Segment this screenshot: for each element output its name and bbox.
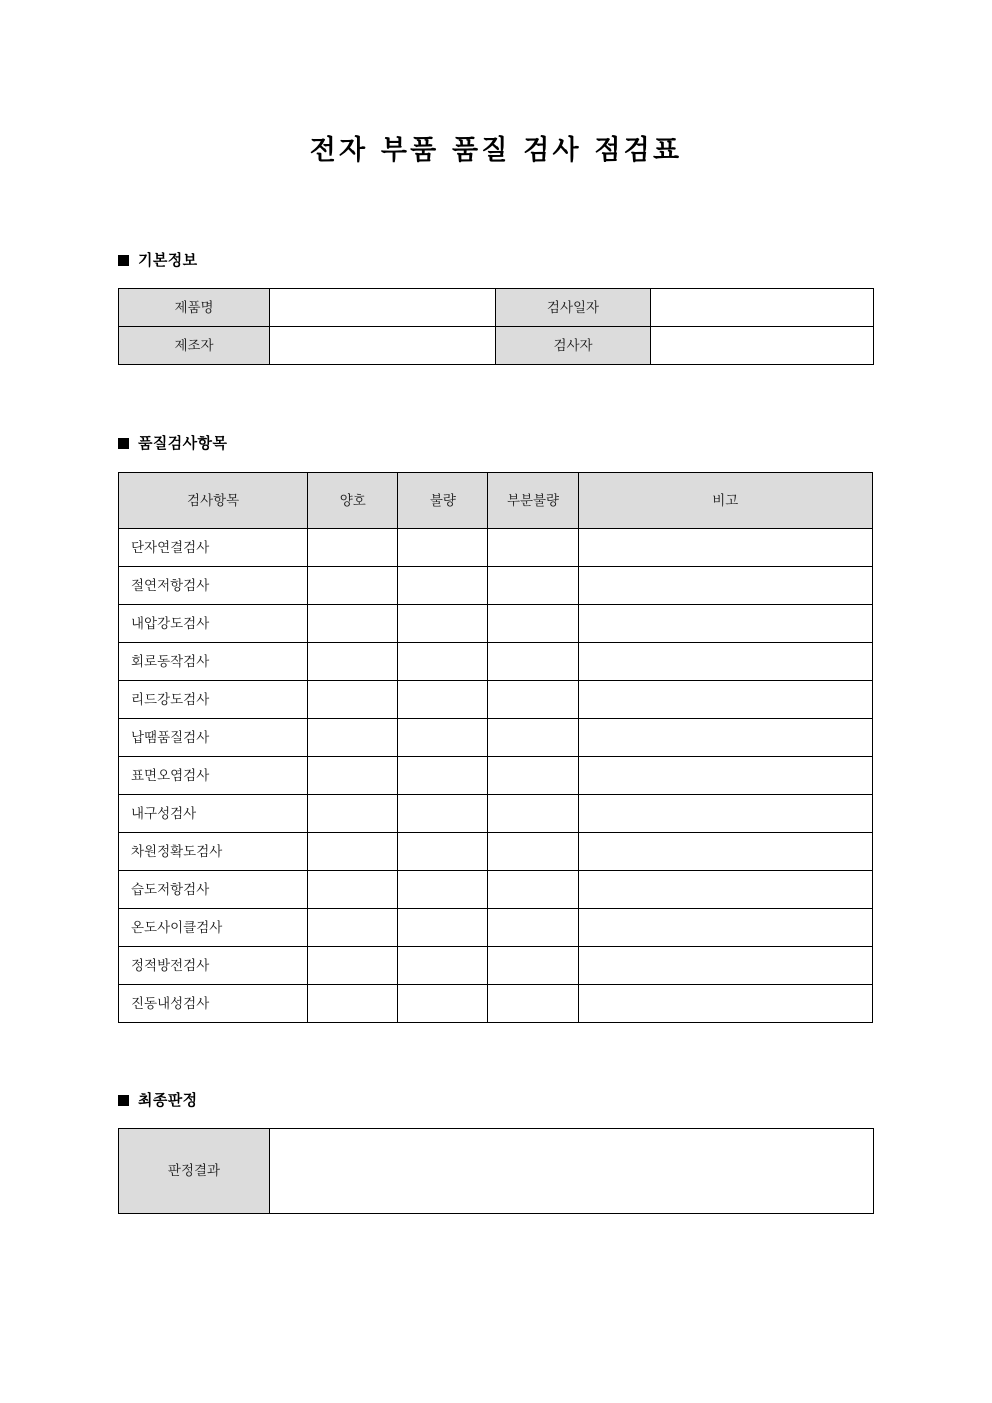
column-header-defect: 불량 [398,473,488,529]
column-header-good: 양호 [308,473,398,529]
table-row [119,871,873,909]
inspection-item-defect-cell[interactable] [398,909,488,947]
table-row [119,985,873,1023]
table-row [119,529,873,567]
inspection-item-defect-cell[interactable] [398,757,488,795]
section-heading-inspection-items-label: 품질검사항목 [138,434,228,452]
column-header-remarks: 비고 [578,473,872,529]
inspection-item-good-cell[interactable] [308,909,398,947]
field-label-manufacturer: 제조자 [119,327,270,365]
table-row [119,289,874,327]
table-row [119,757,873,795]
inspection-item-defect-cell[interactable] [398,871,488,909]
inspection-item-name: 정적방전검사 [119,947,308,985]
square-bullet-icon [118,1095,129,1106]
inspection-item-remarks-cell[interactable] [578,605,872,643]
table-row [119,327,874,365]
field-label-product-name: 제품명 [119,289,270,327]
field-value-manufacturer[interactable] [270,327,496,365]
table-row [119,719,873,757]
inspection-item-remarks-cell[interactable] [578,985,872,1023]
inspection-item-good-cell[interactable] [308,947,398,985]
column-header-partial-defect: 부분불량 [488,473,578,529]
field-label-inspection-date: 검사일자 [496,289,651,327]
inspection-item-defect-cell[interactable] [398,567,488,605]
section-heading-final-judgment [118,1090,198,1110]
inspection-item-defect-cell[interactable] [398,833,488,871]
table-row [119,909,873,947]
inspection-item-name: 내압강도검사 [119,605,308,643]
inspection-item-good-cell[interactable] [308,719,398,757]
inspection-item-defect-cell[interactable] [398,605,488,643]
inspection-item-partial-defect-cell[interactable] [488,681,578,719]
inspection-item-good-cell[interactable] [308,567,398,605]
inspection-item-remarks-cell[interactable] [578,947,872,985]
inspection-item-partial-defect-cell[interactable] [488,567,578,605]
inspection-item-defect-cell[interactable] [398,985,488,1023]
inspection-item-partial-defect-cell[interactable] [488,643,578,681]
table-row [119,947,873,985]
inspection-item-remarks-cell[interactable] [578,833,872,871]
table-row [119,833,873,871]
inspection-item-name: 납땜품질검사 [119,719,308,757]
inspection-item-remarks-cell[interactable] [578,643,872,681]
inspection-item-remarks-cell[interactable] [578,567,872,605]
inspection-item-name: 절연저항검사 [119,567,308,605]
inspection-item-remarks-cell[interactable] [578,529,872,567]
inspection-item-remarks-cell[interactable] [578,909,872,947]
section-heading-basic-info [118,250,198,270]
inspection-item-defect-cell[interactable] [398,643,488,681]
table-row [119,1129,874,1214]
inspection-item-defect-cell[interactable] [398,795,488,833]
inspection-item-good-cell[interactable] [308,871,398,909]
final-judgment-table [118,1128,874,1214]
inspection-item-remarks-cell[interactable] [578,681,872,719]
inspection-item-good-cell[interactable] [308,529,398,567]
inspection-item-good-cell[interactable] [308,795,398,833]
field-value-product-name[interactable] [270,289,496,327]
inspection-item-partial-defect-cell[interactable] [488,947,578,985]
inspection-item-name: 내구성검사 [119,795,308,833]
inspection-item-partial-defect-cell[interactable] [488,795,578,833]
square-bullet-icon [118,438,129,449]
inspection-item-partial-defect-cell[interactable] [488,605,578,643]
section-heading-basic-info-label: 기본정보 [138,251,198,269]
field-label-judgment-result: 판정결과 [119,1129,270,1214]
inspection-item-good-cell[interactable] [308,833,398,871]
field-value-inspector[interactable] [651,327,874,365]
inspection-item-remarks-cell[interactable] [578,795,872,833]
inspection-item-name: 리드강도검사 [119,681,308,719]
column-header-item: 검사항목 [119,473,308,529]
inspection-item-defect-cell[interactable] [398,681,488,719]
page-title: 전자 부품 품질 검사 점검표 [309,135,683,166]
inspection-item-partial-defect-cell[interactable] [488,871,578,909]
inspection-item-remarks-cell[interactable] [578,871,872,909]
inspection-item-remarks-cell[interactable] [578,719,872,757]
field-label-inspector: 검사자 [496,327,651,365]
inspection-item-name: 진동내성검사 [119,985,308,1023]
section-heading-final-judgment-label: 최종판정 [138,1091,198,1109]
inspection-item-partial-defect-cell[interactable] [488,909,578,947]
inspection-item-name: 온도사이클검사 [119,909,308,947]
inspection-item-remarks-cell[interactable] [578,757,872,795]
table-row [119,681,873,719]
field-value-judgment-result[interactable] [270,1129,874,1214]
table-row [119,605,873,643]
table-row [119,643,873,681]
inspection-item-good-cell[interactable] [308,605,398,643]
table-header-row [119,473,873,529]
inspection-item-good-cell[interactable] [308,643,398,681]
inspection-item-name: 표면오염검사 [119,757,308,795]
field-value-inspection-date[interactable] [651,289,874,327]
inspection-item-good-cell[interactable] [308,681,398,719]
inspection-items-table [118,472,873,1023]
section-heading-inspection-items [118,433,227,453]
inspection-item-partial-defect-cell[interactable] [488,757,578,795]
inspection-item-defect-cell[interactable] [398,529,488,567]
inspection-item-name: 단자연결검사 [119,529,308,567]
inspection-item-defect-cell[interactable] [398,947,488,985]
inspection-item-defect-cell[interactable] [398,719,488,757]
inspection-item-partial-defect-cell[interactable] [488,985,578,1023]
table-row [119,567,873,605]
inspection-item-partial-defect-cell[interactable] [488,833,578,871]
table-row [119,795,873,833]
inspection-item-name: 습도저항검사 [119,871,308,909]
inspection-item-good-cell[interactable] [308,985,398,1023]
inspection-item-partial-defect-cell[interactable] [488,719,578,757]
inspection-item-partial-defect-cell[interactable] [488,529,578,567]
square-bullet-icon [118,255,129,266]
inspection-item-name: 회로동작검사 [119,643,308,681]
basic-info-table [118,288,874,365]
inspection-item-name: 차원정확도검사 [119,833,308,871]
inspection-item-good-cell[interactable] [308,757,398,795]
